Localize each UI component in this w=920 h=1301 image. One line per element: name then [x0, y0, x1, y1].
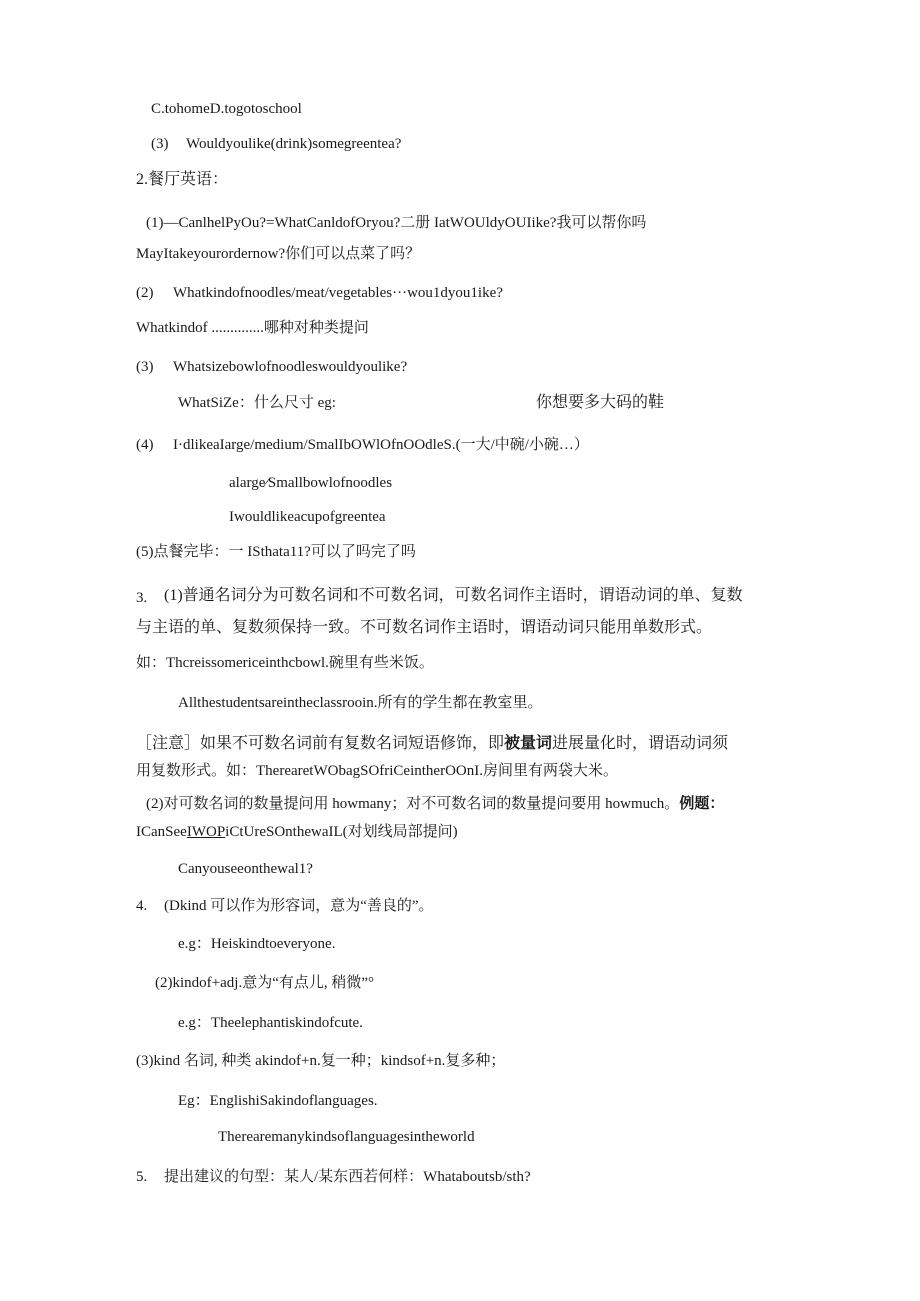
- text-line: (2)kindof+adj.意为“有点儿, 稍微”°: [155, 975, 375, 991]
- item-number: 5.: [136, 1169, 148, 1185]
- text-line: Eg：EnglishiSakindoflanguages.: [178, 1093, 378, 1109]
- section-heading: 2.餐厅英语：: [136, 171, 229, 188]
- text-line: alarge⁄Smallbowlofnoodles: [229, 475, 393, 491]
- item-number: (2): [136, 285, 154, 301]
- question-text: (2)对可数名词的数量提问用 howmany；对不可数名词的数量提问要用 howmuch。: [146, 796, 680, 812]
- text-line: I·dlikeaIarge/medium/SmalIbOWlOfnOOdleS.(一大/中碗/小碗…）: [173, 437, 589, 453]
- text-line: (3)kind 名词, 种类 akindof+n.复一种；kindsof+n.复多种；: [136, 1053, 506, 1069]
- note-text: 进展量化时，谓语动词须: [552, 735, 729, 752]
- text-line: 如：Thcreissomericeinthcbowl.碗里有些米饭。: [136, 655, 434, 671]
- item-number: (3): [151, 136, 169, 152]
- text-line: 你想要多大码的鞋: [536, 394, 665, 411]
- underlined-part: IWOP: [186, 824, 226, 840]
- item-number: 4.: [136, 898, 148, 914]
- text-line: Whatsizebowlofnoodleswouldyoulike?: [173, 359, 408, 375]
- text-line: e.g：Theelephantiskindofcute.: [178, 1015, 363, 1031]
- text-line: C.tohomeD.togotoschool: [151, 101, 302, 117]
- text-line: (1)普通名词分为可数名词和不可数名词，可数名词作主语时，谓语动词的单、复数: [164, 587, 743, 604]
- sentence-part: ICanSee: [136, 824, 187, 840]
- text-line: Wouldyoulike(drink)somegreentea?: [186, 136, 402, 152]
- item-number: (4): [136, 437, 154, 453]
- text-line: Whatkindof ..............哪种对种类提问: [136, 320, 369, 336]
- text-line: 用复数形式。如：TherearetWObagSOfriCeintherOOnI.房间里有两袋大米。: [136, 763, 618, 779]
- text-line: Allthestudentsareintheclassrooin.所有的学生都在教室里。: [178, 695, 543, 711]
- text-line: Iwouldlikeacupofgreentea: [229, 509, 386, 525]
- text-line: MayItakeyourordernow?你们可以点菜了吗？: [136, 246, 421, 262]
- text-line: (5)点餐完毕：一 ISthata11?可以了吗完了吗: [136, 544, 416, 560]
- note-text: ［注意］如果不可数名词前有复数名词短语修饰，即: [136, 735, 505, 752]
- item-number: 3.: [136, 590, 148, 606]
- text-line: Therearemanykindsoflanguagesintheworld: [218, 1129, 475, 1145]
- text-line: Canyouseeonthewal1?: [178, 861, 313, 877]
- text-line: (1)—CanlhelPyOu?=WhatCanldofOryou?二册 IatWOUldyOUIike?我可以帮你吗: [146, 215, 647, 231]
- text-line: e.g：Heiskindtoeveryone.: [178, 936, 336, 952]
- text-line: [136, 734, 728, 754]
- text-line: Whatkindofnoodles/meat/vegetables···wou1dyou1ike?: [173, 285, 503, 301]
- text-line: 与主语的单、复数须保持一致。不可数名词作主语时，谓语动词只能用单数形式。: [136, 619, 713, 636]
- text-line: (Dkind 可以作为形容词，意为“善良的”。: [164, 898, 434, 914]
- text-line: [136, 822, 458, 842]
- example-label: 例题：: [679, 796, 725, 812]
- sentence-part: iCtUreSOnthewaIL(对划线局部提问): [225, 824, 458, 840]
- text-line: [146, 794, 724, 814]
- text-line: WhatSiZe：什么尺寸 eg:: [178, 395, 336, 411]
- emphasis-text: 被量词: [504, 735, 553, 752]
- text-line: 提出建议的句型：某人/某东西若何样：Whataboutsb/sth?: [164, 1169, 531, 1185]
- item-number: (3): [136, 359, 154, 375]
